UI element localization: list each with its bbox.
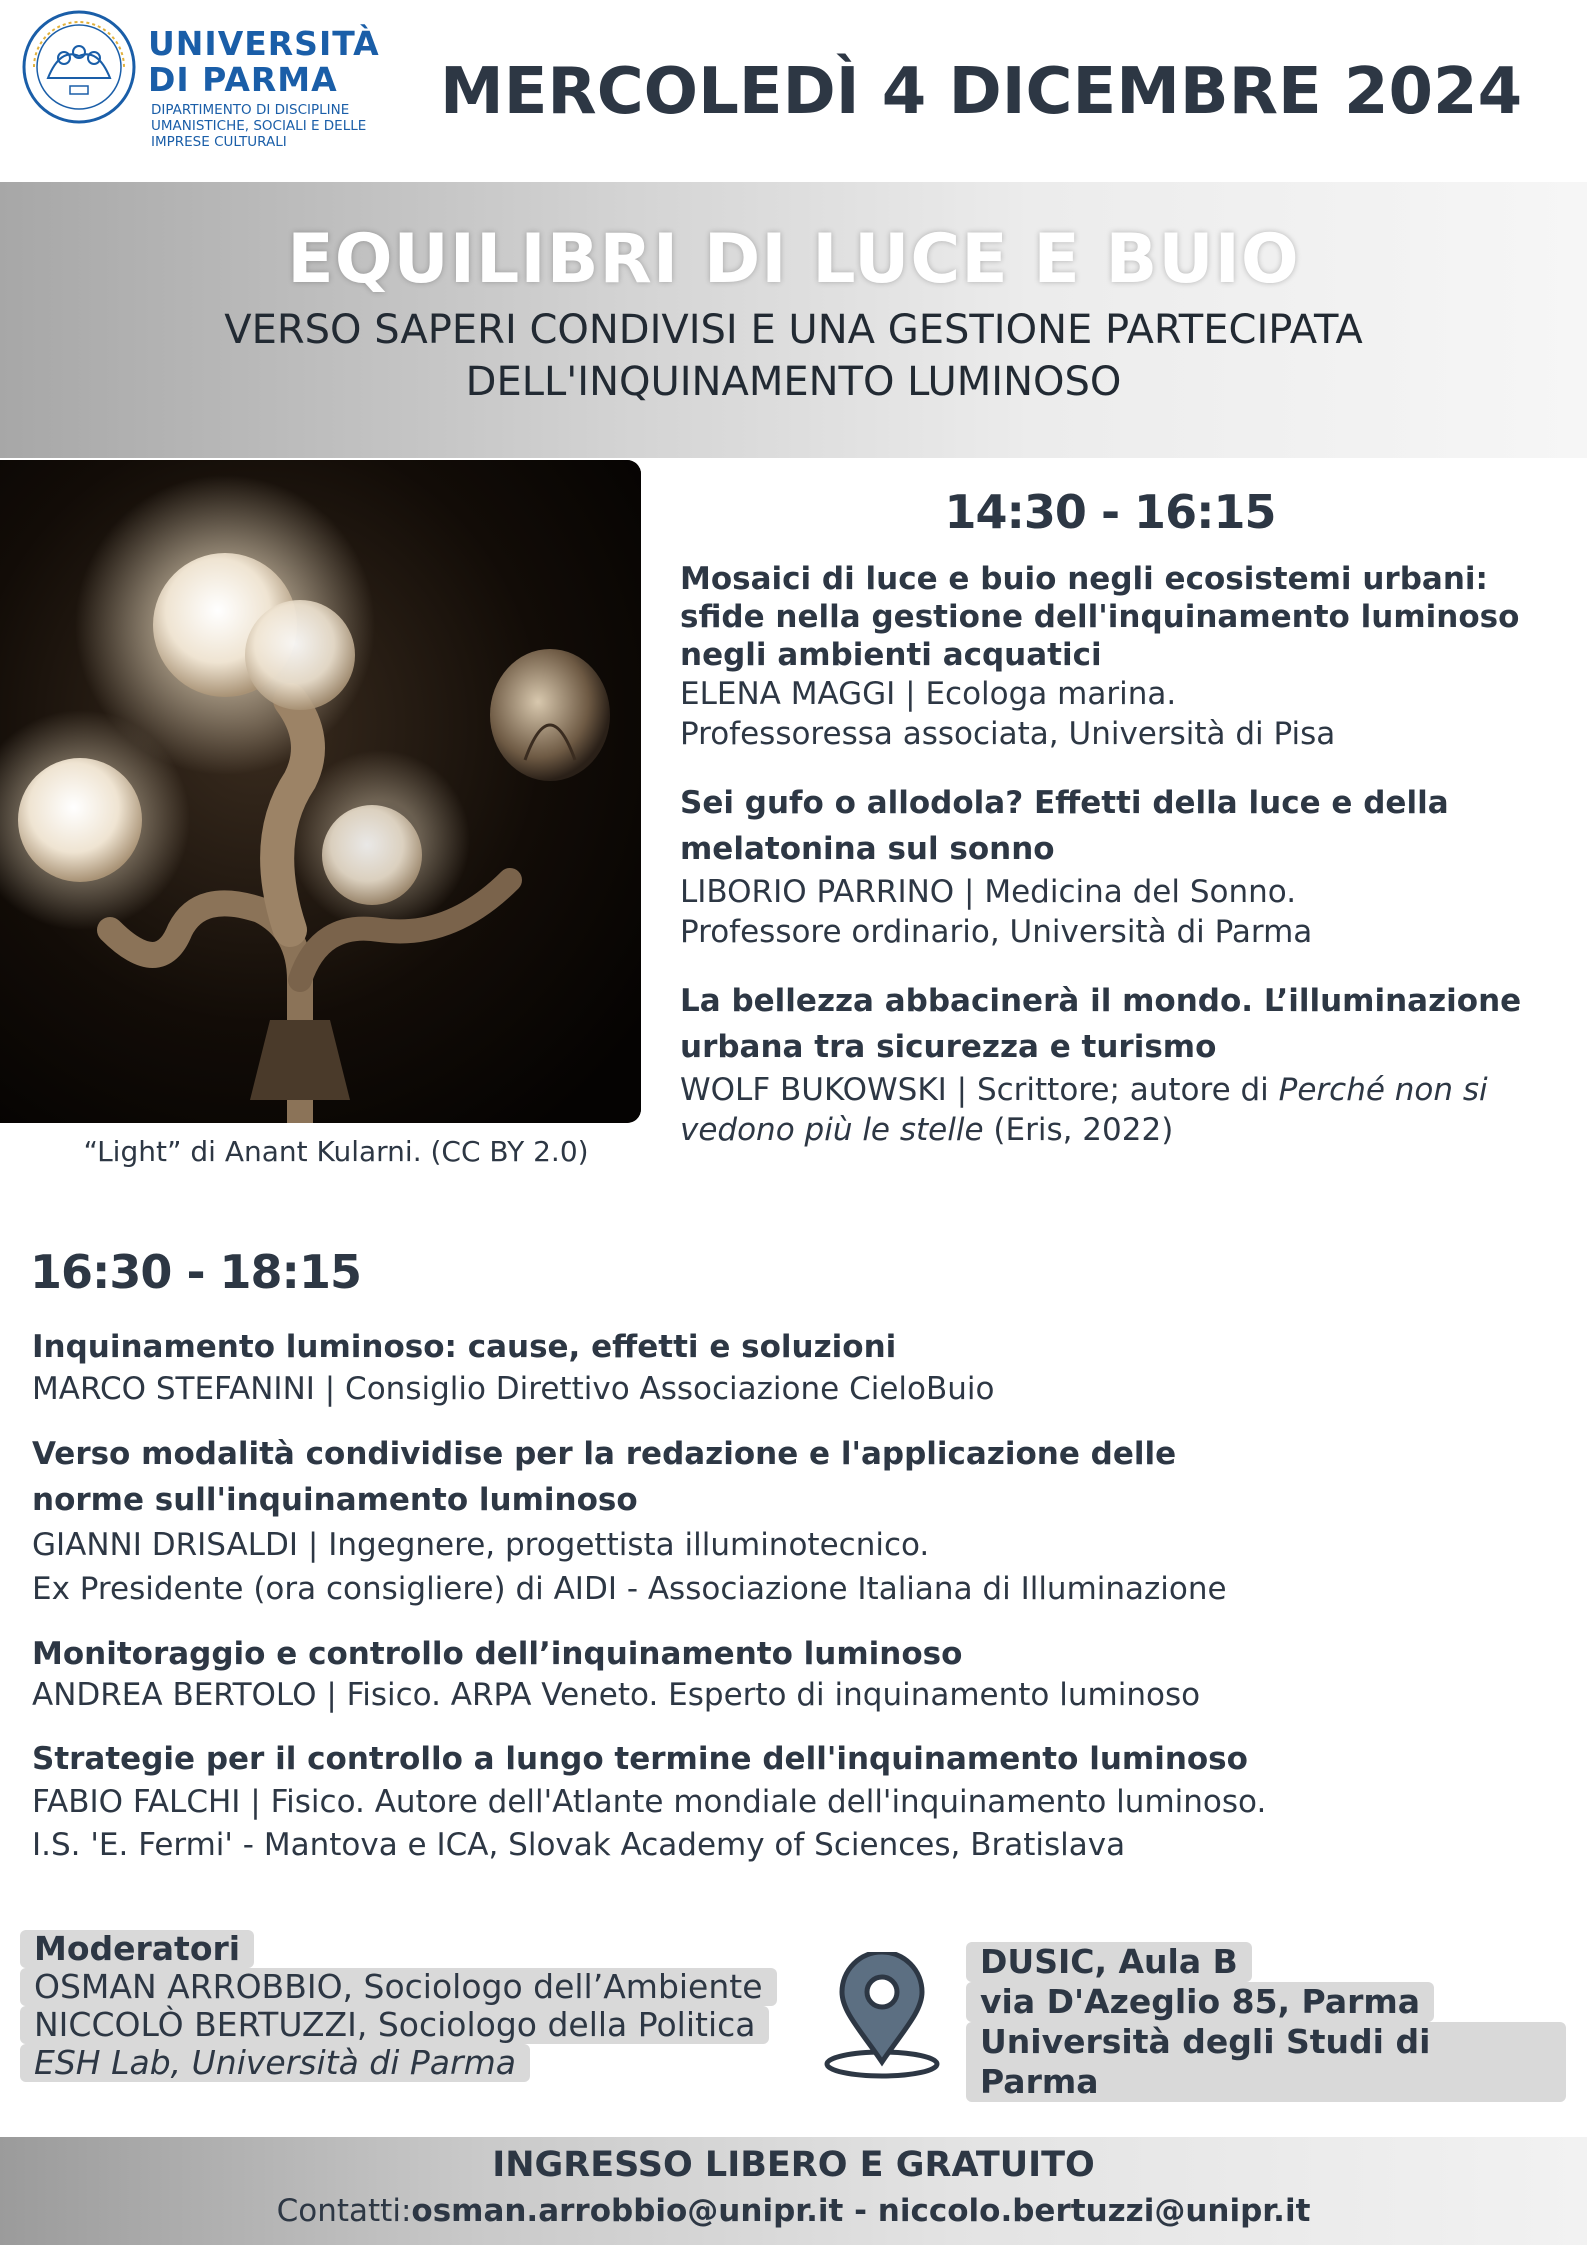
talk-title: Inquinamento luminoso: cause, effetti e soluzioni bbox=[32, 1329, 897, 1365]
university-seal-icon bbox=[20, 8, 138, 126]
talk-speaker-affiliation: Ex Presidente (ora consigliere) di AIDI - Associazione Italiana di Illuminazione bbox=[32, 1571, 1227, 1607]
location-pin-icon bbox=[812, 1952, 952, 2082]
talk-title: Monitoraggio e controllo dell’inquinamento luminoso bbox=[32, 1636, 963, 1672]
contact-emails: osman.arrobbio@unipr.it - niccolo.bertuzzi@unipr.it bbox=[411, 2193, 1311, 2229]
moderator-1: OSMAN ARROBBIO, Sociologo dell’Ambiente bbox=[20, 1968, 777, 2006]
talk-title: Sei gufo o allodola? Effetti della luce e della melatonina sul sonno bbox=[680, 785, 1449, 867]
session2-talks bbox=[32, 1325, 1532, 1889]
talk-speaker: ANDREA BERTOLO | Fisico. ARPA Veneto. Esperto di inquinamento luminoso bbox=[32, 1677, 1201, 1713]
university-name-line2: DI PARMA bbox=[148, 60, 338, 99]
talk-speaker: FABIO FALCHI | Fisico. Autore dell'Atlante mondiale dell'inquinamento luminoso. bbox=[32, 1784, 1267, 1820]
title-banner bbox=[0, 182, 1587, 458]
talk-title: La bellezza abbacinerà il mondo. L’illuminazione urbana tra sicurezza e turismo bbox=[680, 983, 1522, 1065]
photo-caption: “Light” di Anant Kularni. (CC BY 2.0) bbox=[83, 1135, 589, 1168]
talk-item bbox=[680, 780, 1570, 952]
moderators-organization: ESH Lab, Università di Parma bbox=[20, 2044, 530, 2082]
university-name-line1: UNIVERSITÀ bbox=[148, 24, 380, 63]
talk-item bbox=[32, 1431, 1532, 1611]
session2-time: 16:30 - 18:15 bbox=[30, 1245, 361, 1299]
moderator-2: NICCOLÒ BERTUZZI, Sociologo della Politica bbox=[20, 2006, 769, 2044]
talk-item bbox=[32, 1325, 1532, 1409]
session1-talks bbox=[680, 560, 1570, 1176]
talk-title: Mosaici di luce e buio negli ecosistemi urbani: sfide nella gestione dell'inquinamento luminoso negli ambienti acquatici bbox=[680, 561, 1520, 673]
street-lamp-illustration bbox=[0, 460, 641, 1123]
location-address: via D'Azeglio 85, Parma bbox=[966, 1982, 1434, 2022]
event-subtitle-line1: VERSO SAPERI CONDIVISI E UNA GESTIONE PARTECIPATA bbox=[224, 307, 1363, 353]
footer-contacts bbox=[0, 2193, 1587, 2229]
talk-speaker-prefix: WOLF BUKOWSKI | Scrittore; autore di bbox=[680, 1072, 1279, 1108]
event-subtitle bbox=[0, 304, 1587, 408]
talk-speaker-affiliation: Professore ordinario, Università di Parma bbox=[680, 914, 1313, 950]
session1-time: 14:30 - 16:15 bbox=[944, 485, 1276, 539]
location-box bbox=[966, 1942, 1566, 2102]
talk-speaker: MARCO STEFANINI | Consiglio Direttivo Associazione CieloBuio bbox=[32, 1371, 995, 1407]
university-logo bbox=[20, 8, 380, 168]
moderators-heading: Moderatori bbox=[20, 1930, 254, 1968]
talk-book-title: Perché non si vedono più le stelle bbox=[680, 1072, 1488, 1148]
talk-item bbox=[680, 978, 1570, 1150]
talk-item bbox=[680, 560, 1570, 754]
talk-item bbox=[32, 1633, 1532, 1715]
footer-entry-note: INGRESSO LIBERO E GRATUITO bbox=[492, 2145, 1095, 2185]
talk-speaker bbox=[680, 1070, 1570, 1150]
talk-speaker: GIANNI DRISALDI | Ingegnere, progettista illuminotecnico. bbox=[32, 1527, 930, 1563]
talk-speaker: ELENA MAGGI | Ecologa marina. bbox=[680, 676, 1177, 712]
talk-speaker-affiliation: I.S. 'E. Fermi' - Mantova e ICA, Slovak Academy of Sciences, Bratislava bbox=[32, 1827, 1126, 1863]
moderators-box bbox=[20, 1930, 780, 2082]
contacts-label: Contatti: bbox=[276, 2193, 412, 2229]
event-date: MERCOLEDÌ 4 DICEMBRE 2024 bbox=[440, 55, 1523, 129]
talk-title: Strategie per il controllo a lungo termine dell'inquinamento luminoso bbox=[32, 1741, 1248, 1777]
talk-item bbox=[32, 1737, 1532, 1867]
location-institution: Università degli Studi di Parma bbox=[966, 2022, 1566, 2102]
lamp-photo bbox=[0, 460, 641, 1123]
department-name: DIPARTIMENTO DI DISCIPLINE UMANISTICHE, SOCIALI E DELLE IMPRESE CULTURALI bbox=[151, 102, 367, 150]
event-subtitle-line2: DELL'INQUINAMENTO LUMINOSO bbox=[465, 359, 1122, 405]
event-title: EQUILIBRI DI LUCE E BUIO bbox=[287, 220, 1300, 299]
talk-speaker: LIBORIO PARRINO | Medicina del Sonno. bbox=[680, 874, 1297, 910]
university-name bbox=[148, 26, 408, 98]
talk-speaker-suffix: (Eris, 2022) bbox=[983, 1112, 1174, 1148]
talk-title: Verso modalità condividise per la redazione e l'applicazione delle norme sull'inquinamento luminoso bbox=[32, 1436, 1177, 1518]
location-room: DUSIC, Aula B bbox=[966, 1942, 1252, 1982]
footer-bar bbox=[0, 2137, 1587, 2245]
talk-speaker-affiliation: Professoressa associata, Università di Pisa bbox=[680, 716, 1336, 752]
